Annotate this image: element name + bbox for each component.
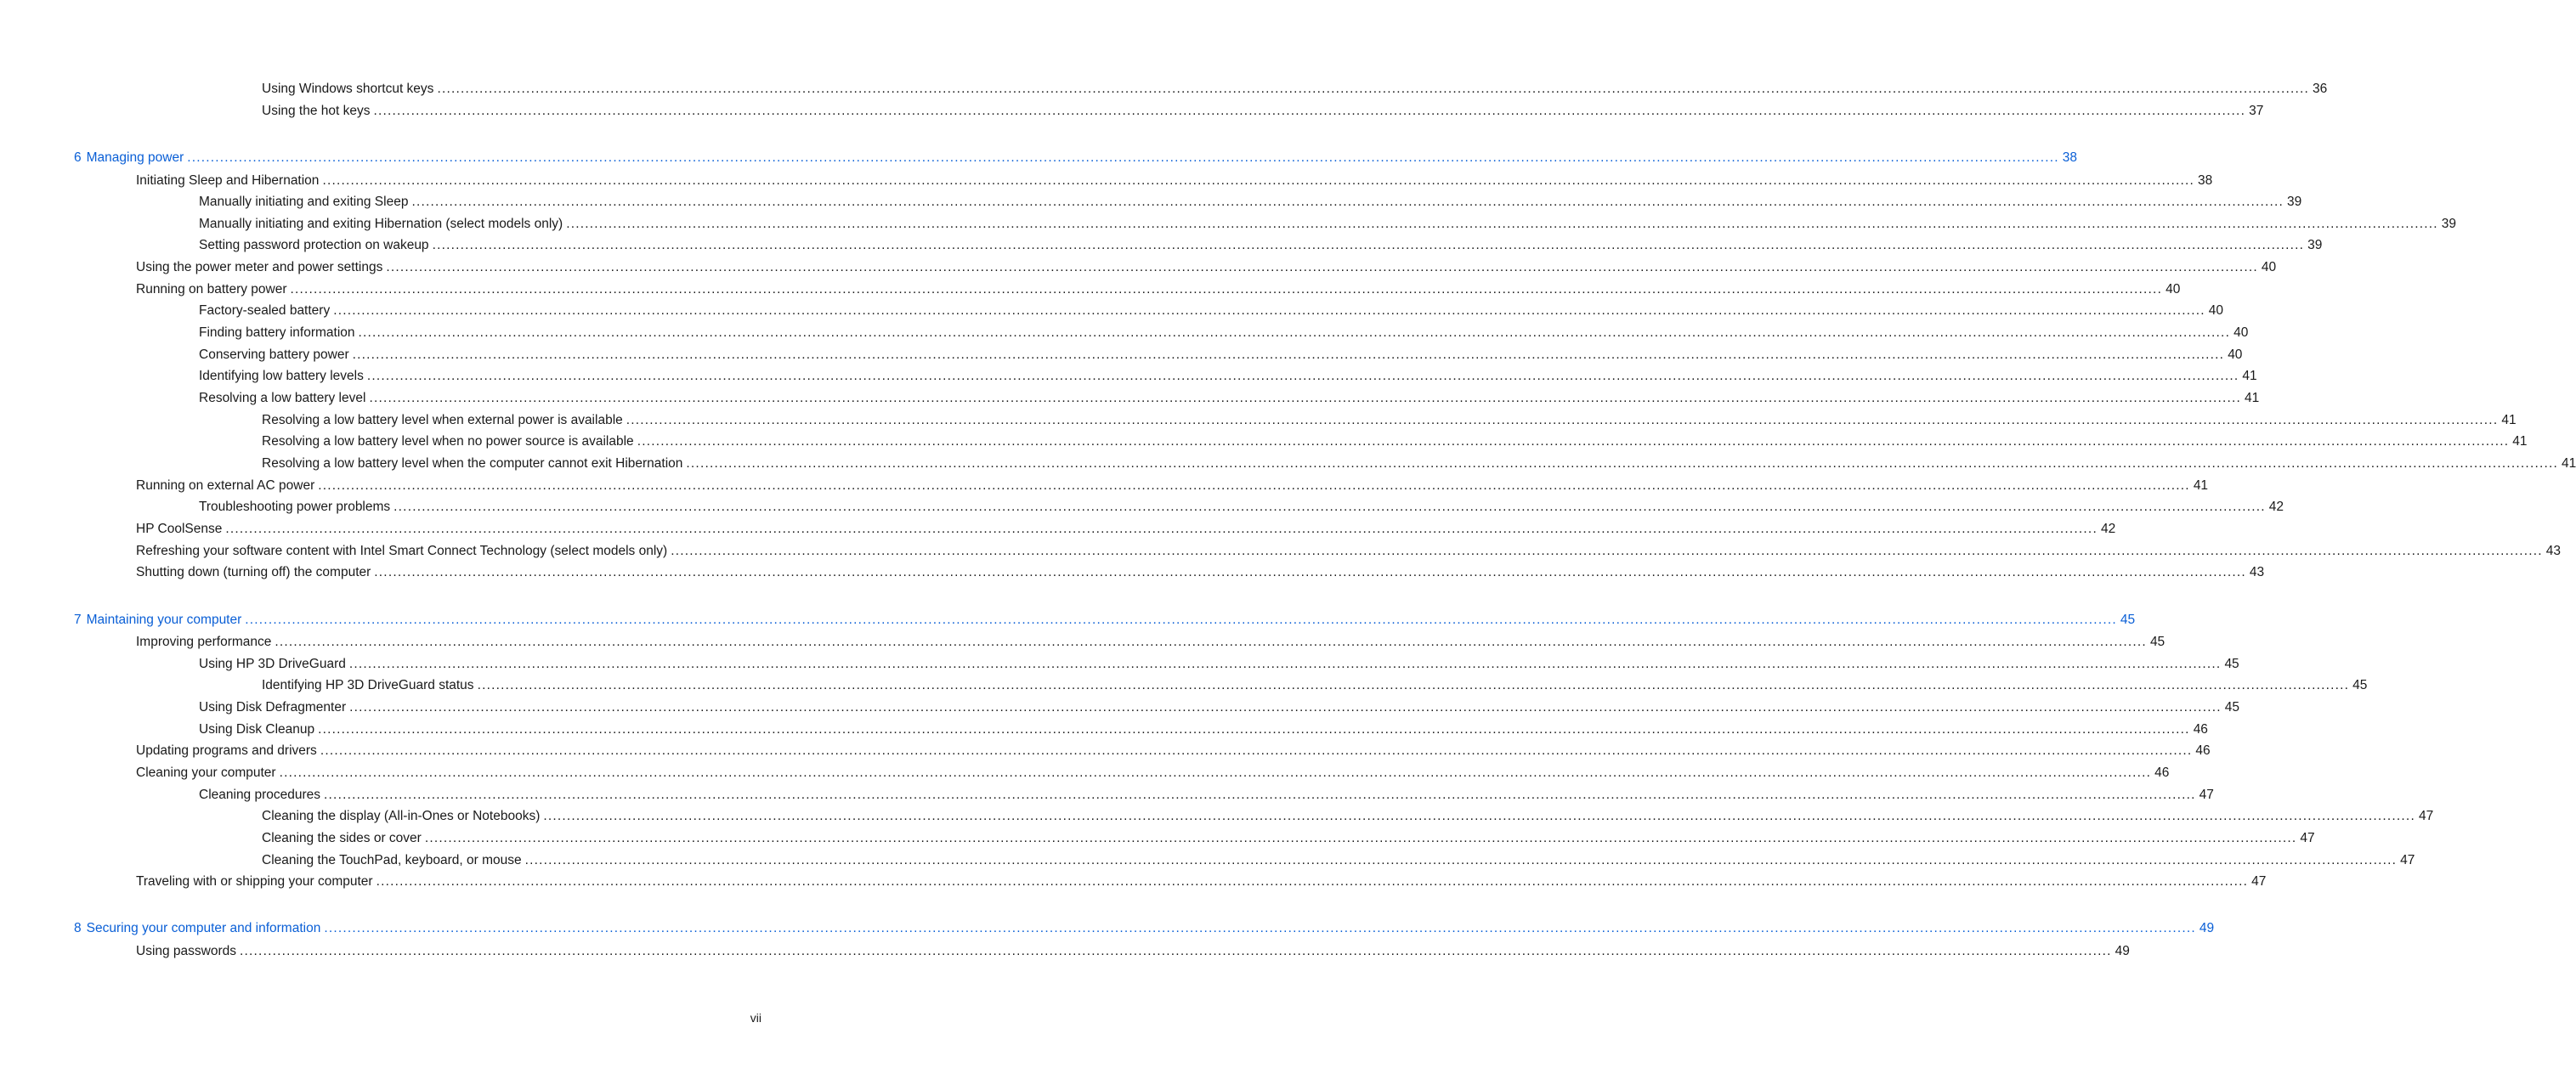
dot-leader: ................................................................................................................................................................................................................................................................................................................................................................................................................ <box>411 195 2284 209</box>
dot-leader: ................................................................................................................................................................................................................................................................................................................................................................................................................ <box>290 282 2163 297</box>
dot-leader: ................................................................................................................................................................................................................................................................................................................................................................................................................ <box>424 831 2297 845</box>
toc-entry-page: 42 <box>2268 500 2284 514</box>
toc-entry[interactable] <box>136 942 2130 961</box>
toc-entry-page: 40 <box>2233 325 2249 340</box>
toc-entry-title: Cleaning your computer <box>136 765 276 780</box>
dot-leader: ................................................................................................................................................................................................................................................................................................................................................................................................................ <box>275 635 2147 649</box>
dot-leader: ................................................................................................................................................................................................................................................................................................................................................................................................................ <box>376 874 2249 889</box>
toc-entry-title: Cleaning the display (All-in-Ones or Notebooks) <box>262 809 541 823</box>
toc-entry-page: 41 <box>2501 413 2517 427</box>
dot-leader: ................................................................................................................................................................................................................................................................................................................................................................................................................ <box>393 500 2266 514</box>
toc-entry[interactable] <box>136 172 2213 190</box>
toc-entry-title: Resolving a low battery level when no power source is available <box>262 434 634 449</box>
dot-leader: ................................................................................................................................................................................................................................................................................................................................................................................................................ <box>477 678 2350 692</box>
toc-entry-title: Resolving a low battery level when external power is available <box>262 413 623 427</box>
toc-entry-page: 45 <box>2120 613 2136 627</box>
toc-entry-page: 41 <box>2242 369 2257 383</box>
dot-leader: ................................................................................................................................................................................................................................................................................................................................................................................................................ <box>348 657 2222 671</box>
dot-leader: ................................................................................................................................................................................................................................................................................................................................................................................................................ <box>386 260 2258 274</box>
toc-entry-title: Using the power meter and power settings <box>136 260 383 274</box>
dot-leader: ................................................................................................................................................................................................................................................................................................................................................................................................................ <box>374 565 2246 579</box>
dot-leader: ................................................................................................................................................................................................................................................................................................................................................................................................................ <box>543 809 2415 823</box>
toc-entry[interactable] <box>262 455 2576 473</box>
toc-entry-title: Using HP 3D DriveGuard <box>199 657 346 671</box>
toc-entry-title: Troubleshooting power problems <box>199 500 391 514</box>
toc-entry[interactable] <box>262 432 2528 451</box>
toc-entry-title: Resolving a low battery level when the computer cannot exit Hibernation <box>262 456 683 471</box>
toc-entry-page: 43 <box>2545 544 2561 558</box>
toc-chapter[interactable] <box>74 919 2215 938</box>
toc-chapter-number: 8 <box>74 921 82 935</box>
toc-entry[interactable] <box>136 873 2267 891</box>
dot-leader: ................................................................................................................................................................................................................................................................................................................................................................................................................ <box>369 391 2241 405</box>
dot-leader: ................................................................................................................................................................................................................................................................................................................................................................................................................ <box>566 217 2438 231</box>
toc-entry-title: Shutting down (turning off) the computer <box>136 565 371 579</box>
toc-entry[interactable] <box>199 302 2224 320</box>
toc-entry[interactable] <box>262 829 2315 848</box>
toc-entry-page: 39 <box>2307 238 2323 252</box>
toc-entry[interactable] <box>136 563 2265 582</box>
toc-entry-page: 39 <box>2441 217 2457 231</box>
toc-entry[interactable] <box>199 367 2257 386</box>
dot-leader: ................................................................................................................................................................................................................................................................................................................................................................................................................ <box>322 173 2194 188</box>
toc-entry-page: 49 <box>2199 921 2215 935</box>
toc-chapter-number: 6 <box>74 150 82 165</box>
toc-entry-page: 39 <box>2287 195 2302 209</box>
toc-entry-page: 40 <box>2166 282 2181 297</box>
dot-leader: ................................................................................................................................................................................................................................................................................................................................................................................................................ <box>349 700 2222 715</box>
toc-entry[interactable] <box>262 102 2264 121</box>
toc-entry[interactable] <box>199 720 2208 739</box>
toc-entry-title: Traveling with or shipping your computer <box>136 874 373 889</box>
toc-entry-page: 40 <box>2228 347 2243 362</box>
toc-entry[interactable] <box>136 280 2181 299</box>
toc-entry-page: 41 <box>2245 391 2260 405</box>
toc-entry-page: 37 <box>2249 104 2264 118</box>
toc-entry-title: Using passwords <box>136 944 237 958</box>
dot-leader: ................................................................................................................................................................................................................................................................................................................................................................................................................ <box>686 456 2558 471</box>
toc-entry[interactable] <box>199 215 2457 234</box>
toc-entry[interactable] <box>136 258 2277 277</box>
toc-entry-title: Finding battery information <box>199 325 355 340</box>
dot-leader: ................................................................................................................................................................................................................................................................................................................................................................................................................ <box>318 478 2190 493</box>
dot-leader: ................................................................................................................................................................................................................................................................................................................................................................................................................ <box>524 853 2398 867</box>
toc-entry[interactable] <box>136 633 2166 652</box>
toc-entry-page: 47 <box>2400 853 2415 867</box>
dot-leader: ................................................................................................................................................................................................................................................................................................................................................................................................................ <box>437 82 2309 96</box>
toc-entry-title: Manually initiating and exiting Sleep <box>199 195 409 209</box>
toc-entry-title: Refreshing your software content with Intel Smart Connect Technology (select models only) <box>136 544 668 558</box>
dot-leader: ................................................................................................................................................................................................................................................................................................................................................................................................................ <box>373 104 2246 118</box>
dot-leader: ................................................................................................................................................................................................................................................................................................................................................................................................................ <box>671 544 2543 558</box>
toc-entry-page: 45 <box>2352 678 2368 692</box>
toc-entry-title: Identifying HP 3D DriveGuard status <box>262 678 474 692</box>
toc-entry-page: 45 <box>2224 657 2239 671</box>
toc-entry-page: 49 <box>2115 944 2130 958</box>
toc-entry-page: 41 <box>2512 434 2528 449</box>
toc-entry-page: 42 <box>2100 522 2116 536</box>
toc-entry-page: 38 <box>2198 173 2213 188</box>
toc-entry[interactable] <box>136 477 2209 495</box>
toc-entry-title: Improving performance <box>136 635 272 649</box>
toc-entry-page: 41 <box>2193 478 2209 493</box>
dot-leader: ................................................................................................................................................................................................................................................................................................................................................................................................................ <box>324 921 2196 935</box>
toc-entry-page: 40 <box>2261 260 2277 274</box>
toc-entry-title: Factory-sealed battery <box>199 303 331 318</box>
toc-entry[interactable] <box>199 236 2323 255</box>
toc-entry-title: HP CoolSense <box>136 522 223 536</box>
toc-entry-title: Cleaning the TouchPad, keyboard, or mouse <box>262 853 522 867</box>
toc-entry-page: 36 <box>2313 82 2328 96</box>
page-number: vii <box>750 1011 761 1025</box>
toc-entry-title: Initiating Sleep and Hibernation <box>136 173 320 188</box>
toc-entry[interactable] <box>136 742 2211 760</box>
dot-leader: ................................................................................................................................................................................................................................................................................................................................................................................................................ <box>245 613 2117 627</box>
dot-leader: ................................................................................................................................................................................................................................................................................................................................................................................................................ <box>225 522 2098 536</box>
toc-entry-title: Cleaning procedures <box>199 788 321 802</box>
dot-leader: ................................................................................................................................................................................................................................................................................................................................................................................................................ <box>358 325 2231 340</box>
dot-leader: ................................................................................................................................................................................................................................................................................................................................................................................................................ <box>352 347 2225 362</box>
toc-entry-title: Manually initiating and exiting Hibernation (select models only) <box>199 217 563 231</box>
toc-entry[interactable] <box>199 698 2239 717</box>
toc-chapter-number: 7 <box>74 613 82 627</box>
toc-entry-title: Maintaining your computer <box>86 613 242 627</box>
toc-entry-page: 45 <box>2224 700 2239 715</box>
toc-entry-page: 47 <box>2251 874 2267 889</box>
toc-entry[interactable] <box>136 542 2561 561</box>
toc-entry-page: 45 <box>2149 635 2166 649</box>
dot-leader: ................................................................................................................................................................................................................................................................................................................................................................................................................ <box>240 944 2112 958</box>
toc-chapter[interactable] <box>74 149 2078 167</box>
toc-entry-title: Identifying low battery levels <box>199 369 364 383</box>
toc-entry-page: 40 <box>2208 303 2224 318</box>
dot-leader: ................................................................................................................................................................................................................................................................................................................................................................................................................ <box>626 413 2499 427</box>
toc-entry[interactable] <box>136 520 2116 539</box>
toc-entry-page: 47 <box>2418 809 2434 823</box>
toc-entry-title: Securing your computer and information <box>86 921 321 935</box>
toc-entry[interactable] <box>262 676 2368 695</box>
dot-leader: ................................................................................................................................................................................................................................................................................................................................................................................................................ <box>333 303 2205 318</box>
toc-entry-page: 46 <box>2154 765 2170 780</box>
dot-leader: ................................................................................................................................................................................................................................................................................................................................................................................................................ <box>318 722 2190 737</box>
dot-leader: ................................................................................................................................................................................................................................................................................................................................................................................................................ <box>432 238 2305 252</box>
toc-entry-title: Setting password protection on wakeup <box>199 238 429 252</box>
toc-entry-page: 47 <box>2300 831 2315 845</box>
dot-leader: ................................................................................................................................................................................................................................................................................................................................................................................................................ <box>320 743 2193 758</box>
toc-chapter[interactable] <box>74 611 2136 630</box>
toc-entry-title: Managing power <box>86 150 184 165</box>
toc-entry[interactable] <box>262 807 2434 826</box>
toc-entry-title: Cleaning the sides or cover <box>262 831 422 845</box>
toc-entry-title: Updating programs and drivers <box>136 743 317 758</box>
toc-entry-title: Running on external AC power <box>136 478 315 493</box>
dot-leader: ................................................................................................................................................................................................................................................................................................................................................................................................................ <box>324 788 2196 802</box>
toc-entry-title: Using the hot keys <box>262 104 371 118</box>
toc-entry[interactable] <box>262 411 2517 430</box>
dot-leader: ................................................................................................................................................................................................................................................................................................................................................................................................................ <box>637 434 2510 449</box>
toc-entry[interactable] <box>199 389 2260 408</box>
toc-entry[interactable] <box>262 851 2415 870</box>
toc-entry[interactable] <box>199 786 2214 805</box>
toc-entry-title: Running on battery power <box>136 282 287 297</box>
toc-entry[interactable] <box>199 324 2249 342</box>
dot-leader: ................................................................................................................................................................................................................................................................................................................................................................................................................ <box>279 765 2152 780</box>
toc-entry-title: Conserving battery power <box>199 347 349 362</box>
toc-entry-page: 47 <box>2199 788 2214 802</box>
toc-entry[interactable] <box>199 655 2239 674</box>
toc-entry[interactable] <box>199 498 2284 517</box>
toc-entry[interactable] <box>199 346 2243 364</box>
toc-entry-page: 46 <box>2193 722 2208 737</box>
dot-leader: ................................................................................................................................................................................................................................................................................................................................................................................................................ <box>187 150 2059 165</box>
toc-entry-title: Using Disk Cleanup <box>199 722 315 737</box>
toc-entry-title: Using Disk Defragmenter <box>199 700 347 715</box>
toc-entry-page: 46 <box>2195 743 2211 758</box>
toc-entry[interactable] <box>136 764 2170 782</box>
toc-entry-title: Resolving a low battery level <box>199 391 366 405</box>
toc-entry-page: 43 <box>2249 565 2265 579</box>
toc-entry-page: 38 <box>2062 150 2078 165</box>
toc-entry-title: Using Windows shortcut keys <box>262 82 434 96</box>
toc-entry[interactable] <box>262 80 2328 99</box>
toc-entry[interactable] <box>199 193 2302 212</box>
dot-leader: ................................................................................................................................................................................................................................................................................................................................................................................................................ <box>366 369 2239 383</box>
toc-entry-page: 41 <box>2561 456 2576 471</box>
